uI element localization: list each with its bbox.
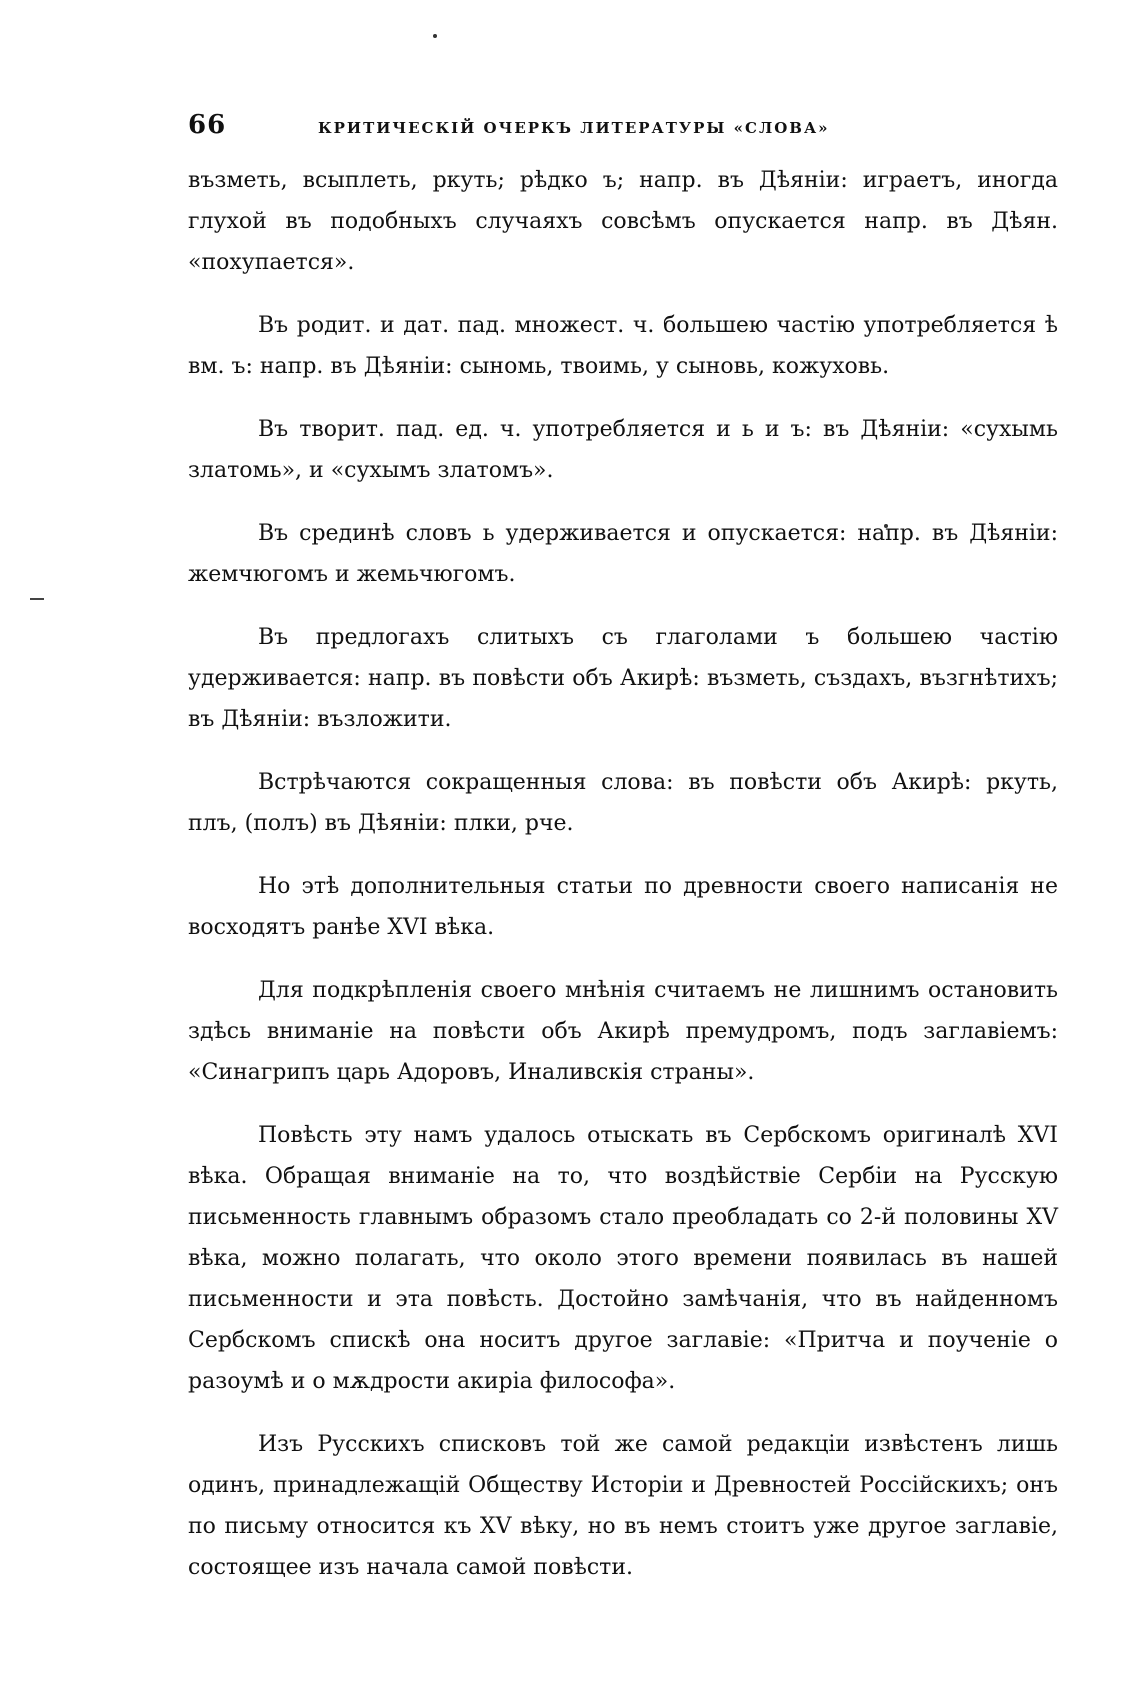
running-head (188, 110, 908, 140)
paragraph: Для подкрѣпленія своего мнѣнія считаемъ не лишнимъ остановить здѣсь вниманіе на повѣсти объ Акирѣ премудромъ, подъ заглавіемъ: «Синагрипъ царь Адоровъ, Иналивскія страны». (188, 978, 1058, 1085)
paragraph: Но этѣ дополнительныя статьи по древности своего написанія не восходятъ ранѣе XVI вѣка. (188, 874, 1058, 940)
paragraph: Повѣсть эту намъ удалось отыскать въ Сербскомъ оригиналѣ XVI вѣка. Обращая вниманіе на то, что воздѣйствіе Сербіи на Русскую письменность главнымъ образомъ стало преобладать со 2-й половины XV вѣка, можно полагать, что около этого времени появилась въ нашей письменности и эта повѣсть. Достойно замѣчанія, что въ найденномъ Сербскомъ спискѣ она носитъ другое заглавіе: «Притча и поученіе о разоумѣ и о мѫдрости акиріа философа». (188, 1123, 1058, 1394)
paragraph: Въ родит. и дат. пад. множест. ч. большею частію употребляется ѣ вм. ъ: напр. въ Дѣяніи: сыномь, твоимь, у сыновь, кожуховь. (188, 313, 1058, 379)
paragraph: Въ предлогахъ слитыхъ съ глаголами ъ большею частію удерживается: напр. въ повѣсти объ Акирѣ: възметь, създахъ, възгнѣтихъ; въ Дѣяніи: възложити. (188, 625, 1058, 732)
page-number: 66 (188, 110, 227, 140)
paragraph: Въ срединѣ словъ ь удерживается и опускается: напр. въ Дѣяніи: жемчюгомъ и жемьчюгомъ. (188, 521, 1058, 587)
margin-mark (30, 598, 44, 600)
paragraph: възметь, всыплеть, ркуть; рѣдко ъ; напр. въ Дѣяніи: играетъ, иногда глухой въ подобныхъ случаяхъ совсѣмъ опускается напр. въ Дѣян. «похупается». (188, 168, 1058, 275)
paragraph: Изъ Русскихъ списковъ той же самой редакціи извѣстенъ лишь одинъ, принадлежащій Обществу Исторіи и Древностей Россійскихъ; онъ по письму относится къ XV вѣку, но въ немъ стоитъ уже другое заглавіе, состоящее изъ начала самой повѣсти. (188, 1432, 1058, 1580)
paragraph: Въ творит. пад. ед. ч. употребляется и ь и ъ: въ Дѣяніи: «сухымь златомь», и «сухымъ златомъ». (188, 417, 1058, 483)
paragraph: Встрѣчаются сокращенныя слова: въ повѣсти объ Акирѣ: ркуть, плъ, (полъ) въ Дѣяніи: плки, рче. (188, 770, 1058, 836)
running-title: КРИТИЧЕСКІЙ ОЧЕРКЪ ЛИТЕРАТУРЫ «СЛОВА» (318, 119, 830, 137)
body-text (188, 160, 1058, 1610)
print-speck (433, 34, 437, 38)
